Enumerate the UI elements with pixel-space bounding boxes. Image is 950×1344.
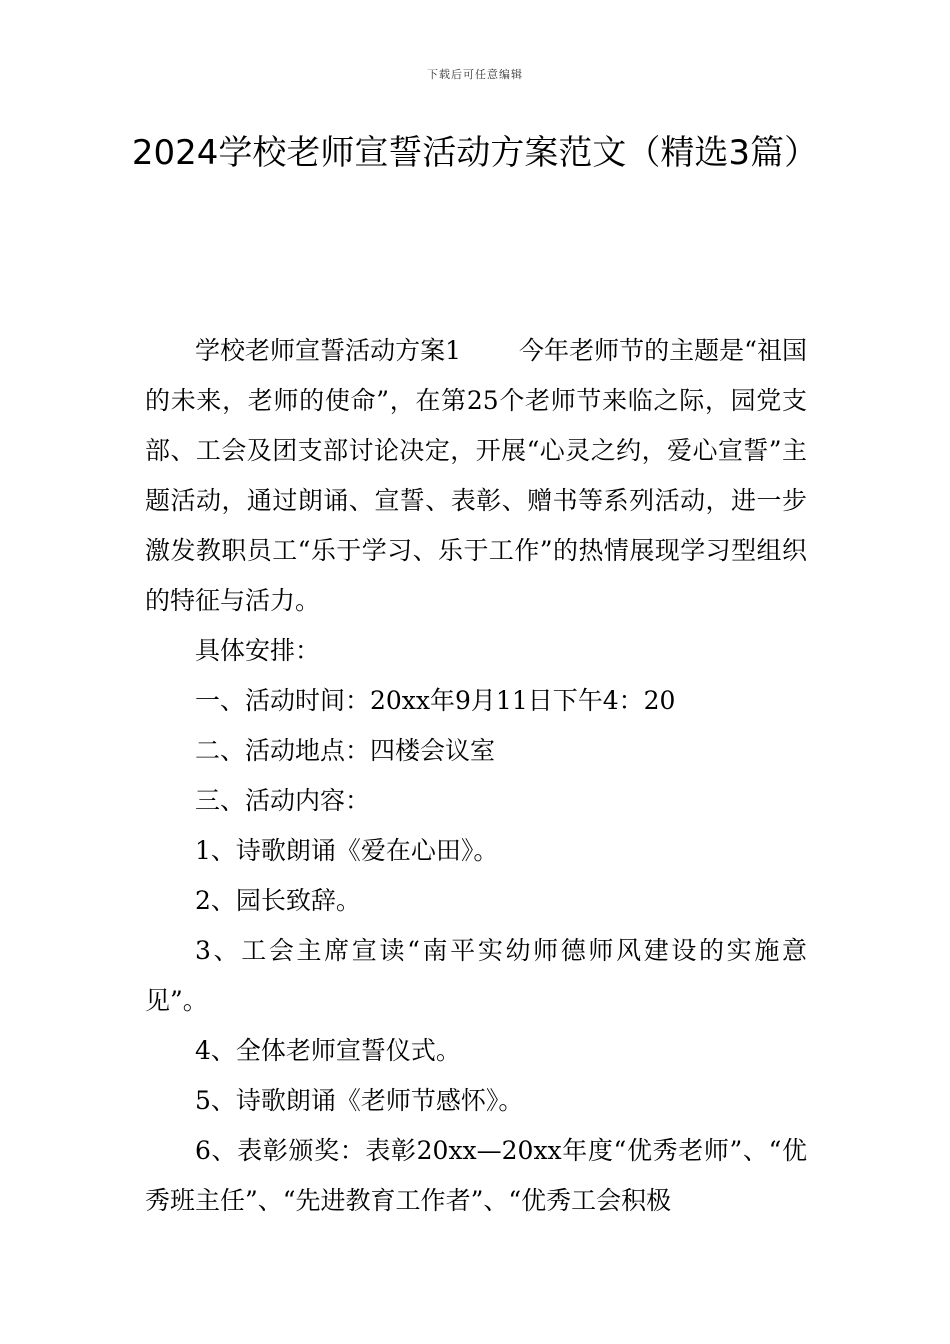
- document-title: 2024学校老师宣誓活动方案范文（精选3篇）: [131, 133, 819, 173]
- list-item: 1、诗歌朗诵《爱在心田》。: [195, 836, 499, 865]
- header-note: 下载后可任意编辑: [427, 68, 523, 81]
- paragraph-location: 二、活动地点：四楼会议室: [195, 736, 496, 765]
- list-item: 2、园长致辞。: [195, 886, 361, 915]
- paragraph-arrangement: 具体安排：: [195, 636, 321, 665]
- document-body: [145, 326, 807, 1226]
- paragraph-text: 今年老师节的主题是“祖国的未来，老师的使命”，在第25个老师节来临之际，园党支部、工会及团支部讨论决定，开展“心灵之约，爱心宣誓”主题活动，通过朗诵、宣誓、表彰、赠书等系列活动，进一步激发教职员工“乐于学习、乐于工作”的热情展现学习型组织的特征与活力。: [145, 336, 807, 615]
- paragraph-content-heading: 三、活动内容：: [195, 786, 371, 815]
- plan-heading: 学校老师宣誓活动方案1: [195, 336, 462, 365]
- paragraph-intro: [145, 326, 807, 626]
- list-item: 4、全体老师宣誓仪式。: [195, 1036, 461, 1065]
- list-item: 6、表彰颁奖：表彰20xx—20xx年度“优秀老师”、“优秀班主任”、“先进教育工作者”、“优秀工会积极: [145, 1136, 807, 1215]
- paragraph-time: 一、活动时间：20xx年9月11日下午4：20: [195, 686, 676, 715]
- list-item: 3、工会主席宣读“南平实幼师德师风建设的实施意见”。: [145, 936, 807, 1015]
- list-item: 5、诗歌朗诵《老师节感怀》。: [195, 1086, 524, 1115]
